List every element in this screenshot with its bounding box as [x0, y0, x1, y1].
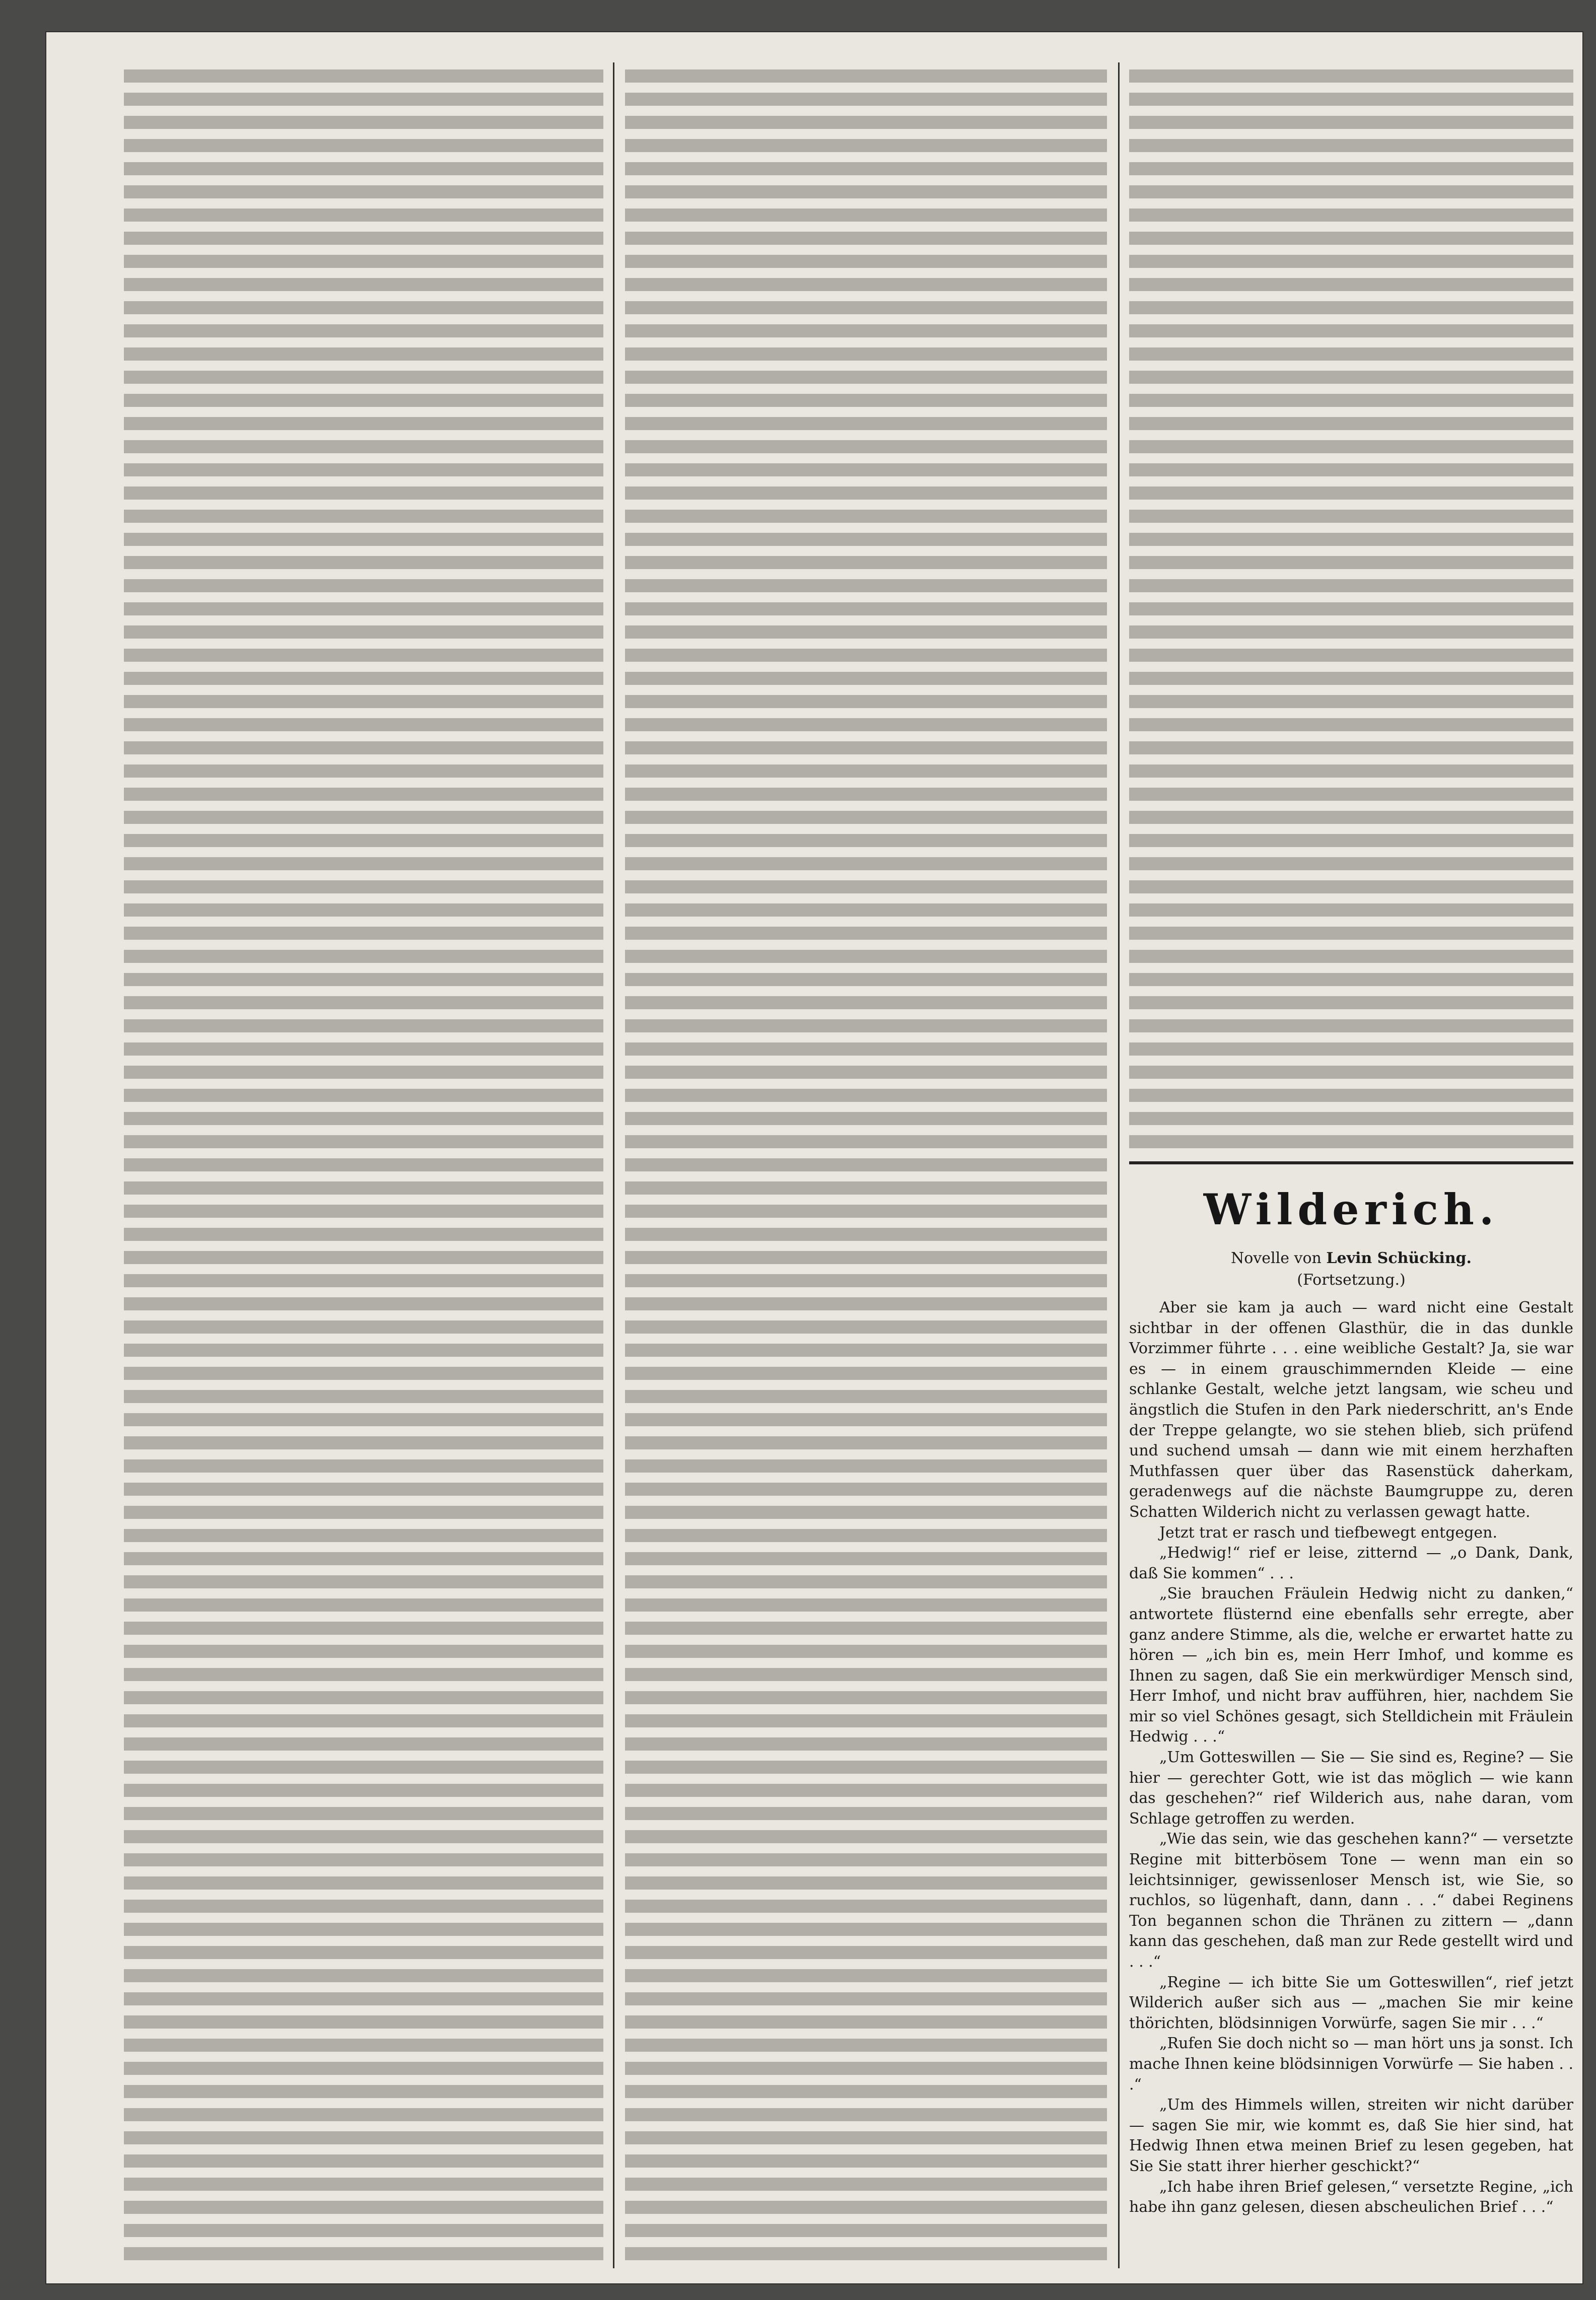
story-paragraph: „Um Gotteswillen — Sie — Sie sind es, Regine? — Sie hier — gerechter Gott, wie ist das möglich — wie kann das geschehen?“ rief Wilderich aus, nahe daran, vom Schlage getroffen zu werden. [1129, 1749, 1573, 1828]
story-paragraph: Jetzt trat er rasch und tiefbewegt entgegen. [1159, 1523, 1498, 1542]
newspaper-page [46, 32, 1582, 2283]
byline-prefix: Novelle von [1231, 1249, 1322, 1267]
story-paragraph: „Regine — ich bitte Sie um Gotteswillen“, rief jetzt Wilderich außer sich aus — „machen Sie mir keine thörichten, blödsinnigen Vorwürfe, sagen Sie mir . . .“ [1129, 1973, 1573, 2032]
section-rule [1129, 1161, 1573, 1164]
story-title: Wilderich. [1203, 1184, 1499, 1234]
story-byline [1129, 1249, 1573, 1267]
story-paragraph: „Rufen Sie doch nicht so — man hört uns ja sonst. Ich mache Ihnen keine blödsinnigen Vorwürfe — Sie haben . . .“ [1129, 2035, 1573, 2094]
story-paragraph: „Wie das sein, wie das geschehen kann?“ — versetzte Regine mit bitterbösem Tone — wenn man ein so leichtsinniger, gewissenloser Mensch ist, wie Sie, so ruchlos, so lügenhaft, dann, dann . . .“ dabei Reginens Ton begannen schon die Thränen zu zittern — „dann kann das geschehen, daß man zur Rede gestellt wird und . . .“ [1129, 1830, 1573, 1971]
story-paragraph: „Ich habe ihren Brief gelesen,“ versetzte Regine, „ich habe ihn ganz gelesen, diesen abscheulichen Brief . . .“ [1129, 2178, 1573, 2216]
column-1-text-lines [124, 62, 603, 2268]
story-continuation: (Fortsetzung.) [1297, 1271, 1406, 1289]
story-paragraph: „Sie brauchen Fräulein Hedwig nicht zu danken,“ antwortete flüsternd eine ebenfalls sehr erregte, aber ganz andere Stimme, als die, welche er erwartet hatte zu hören — „ich bin es, mein Herr Imhof, und komme es Ihnen zu sagen, daß Sie ein merkwürdiger Mensch sind, Herr Imhof, und nicht brav aufführen, hier, nachdem Sie mir so viel Schönes gesagt, sich Stelldichein mit Fräulein Hedwig . . .“ [1129, 1585, 1573, 1746]
column-rule-2 [1118, 62, 1120, 2268]
column-2-text-lines [625, 62, 1107, 2268]
story-body [1129, 1298, 1573, 2218]
column-3-upper-text-lines [1129, 62, 1573, 1156]
story-paragraph: „Hedwig!“ rief er leise, zitternd — „o Dank, Dank, daß Sie kommen“ . . . [1129, 1544, 1573, 1582]
story-paragraph: Aber sie kam ja auch — ward nicht eine Gestalt sichtbar in der offenen Glasthür, die in das dunkle Vorzimmer führte . . . eine weibliche Gestalt? Ja, sie war es — in einem grauschimmernden Kleide — eine schlanke Gestalt, welche jetzt langsam, wie scheu und ängstlich die Stufen in den Park niederschritt, an's Ende der Treppe gelangte, wo sie stehen blieb, sich prüfend und suchend umsah — dann wie mit einem herzhaften Muthfassen quer über das Rasenstück daherkam, geradenwegs auf die nächste Baumgruppe zu, deren Schatten Wilderich nicht zu verlassen gewagt hatte. [1129, 1299, 1573, 1521]
story-paragraph: „Um des Himmels willen, streiten wir nicht darüber — sagen Sie mir, wie kommt es, daß Sie hier sind, hat Hedwig Ihnen etwa meinen Brief zu lesen gegeben, hat Sie Sie statt ihrer hierher geschickt?“ [1129, 2096, 1573, 2175]
news-column-2 [618, 62, 1114, 2268]
news-column-1 [117, 62, 610, 2268]
column-rule-1 [613, 62, 614, 2268]
story-author: Levin Schücking. [1326, 1249, 1472, 1267]
news-column-3 [1122, 62, 1580, 2268]
